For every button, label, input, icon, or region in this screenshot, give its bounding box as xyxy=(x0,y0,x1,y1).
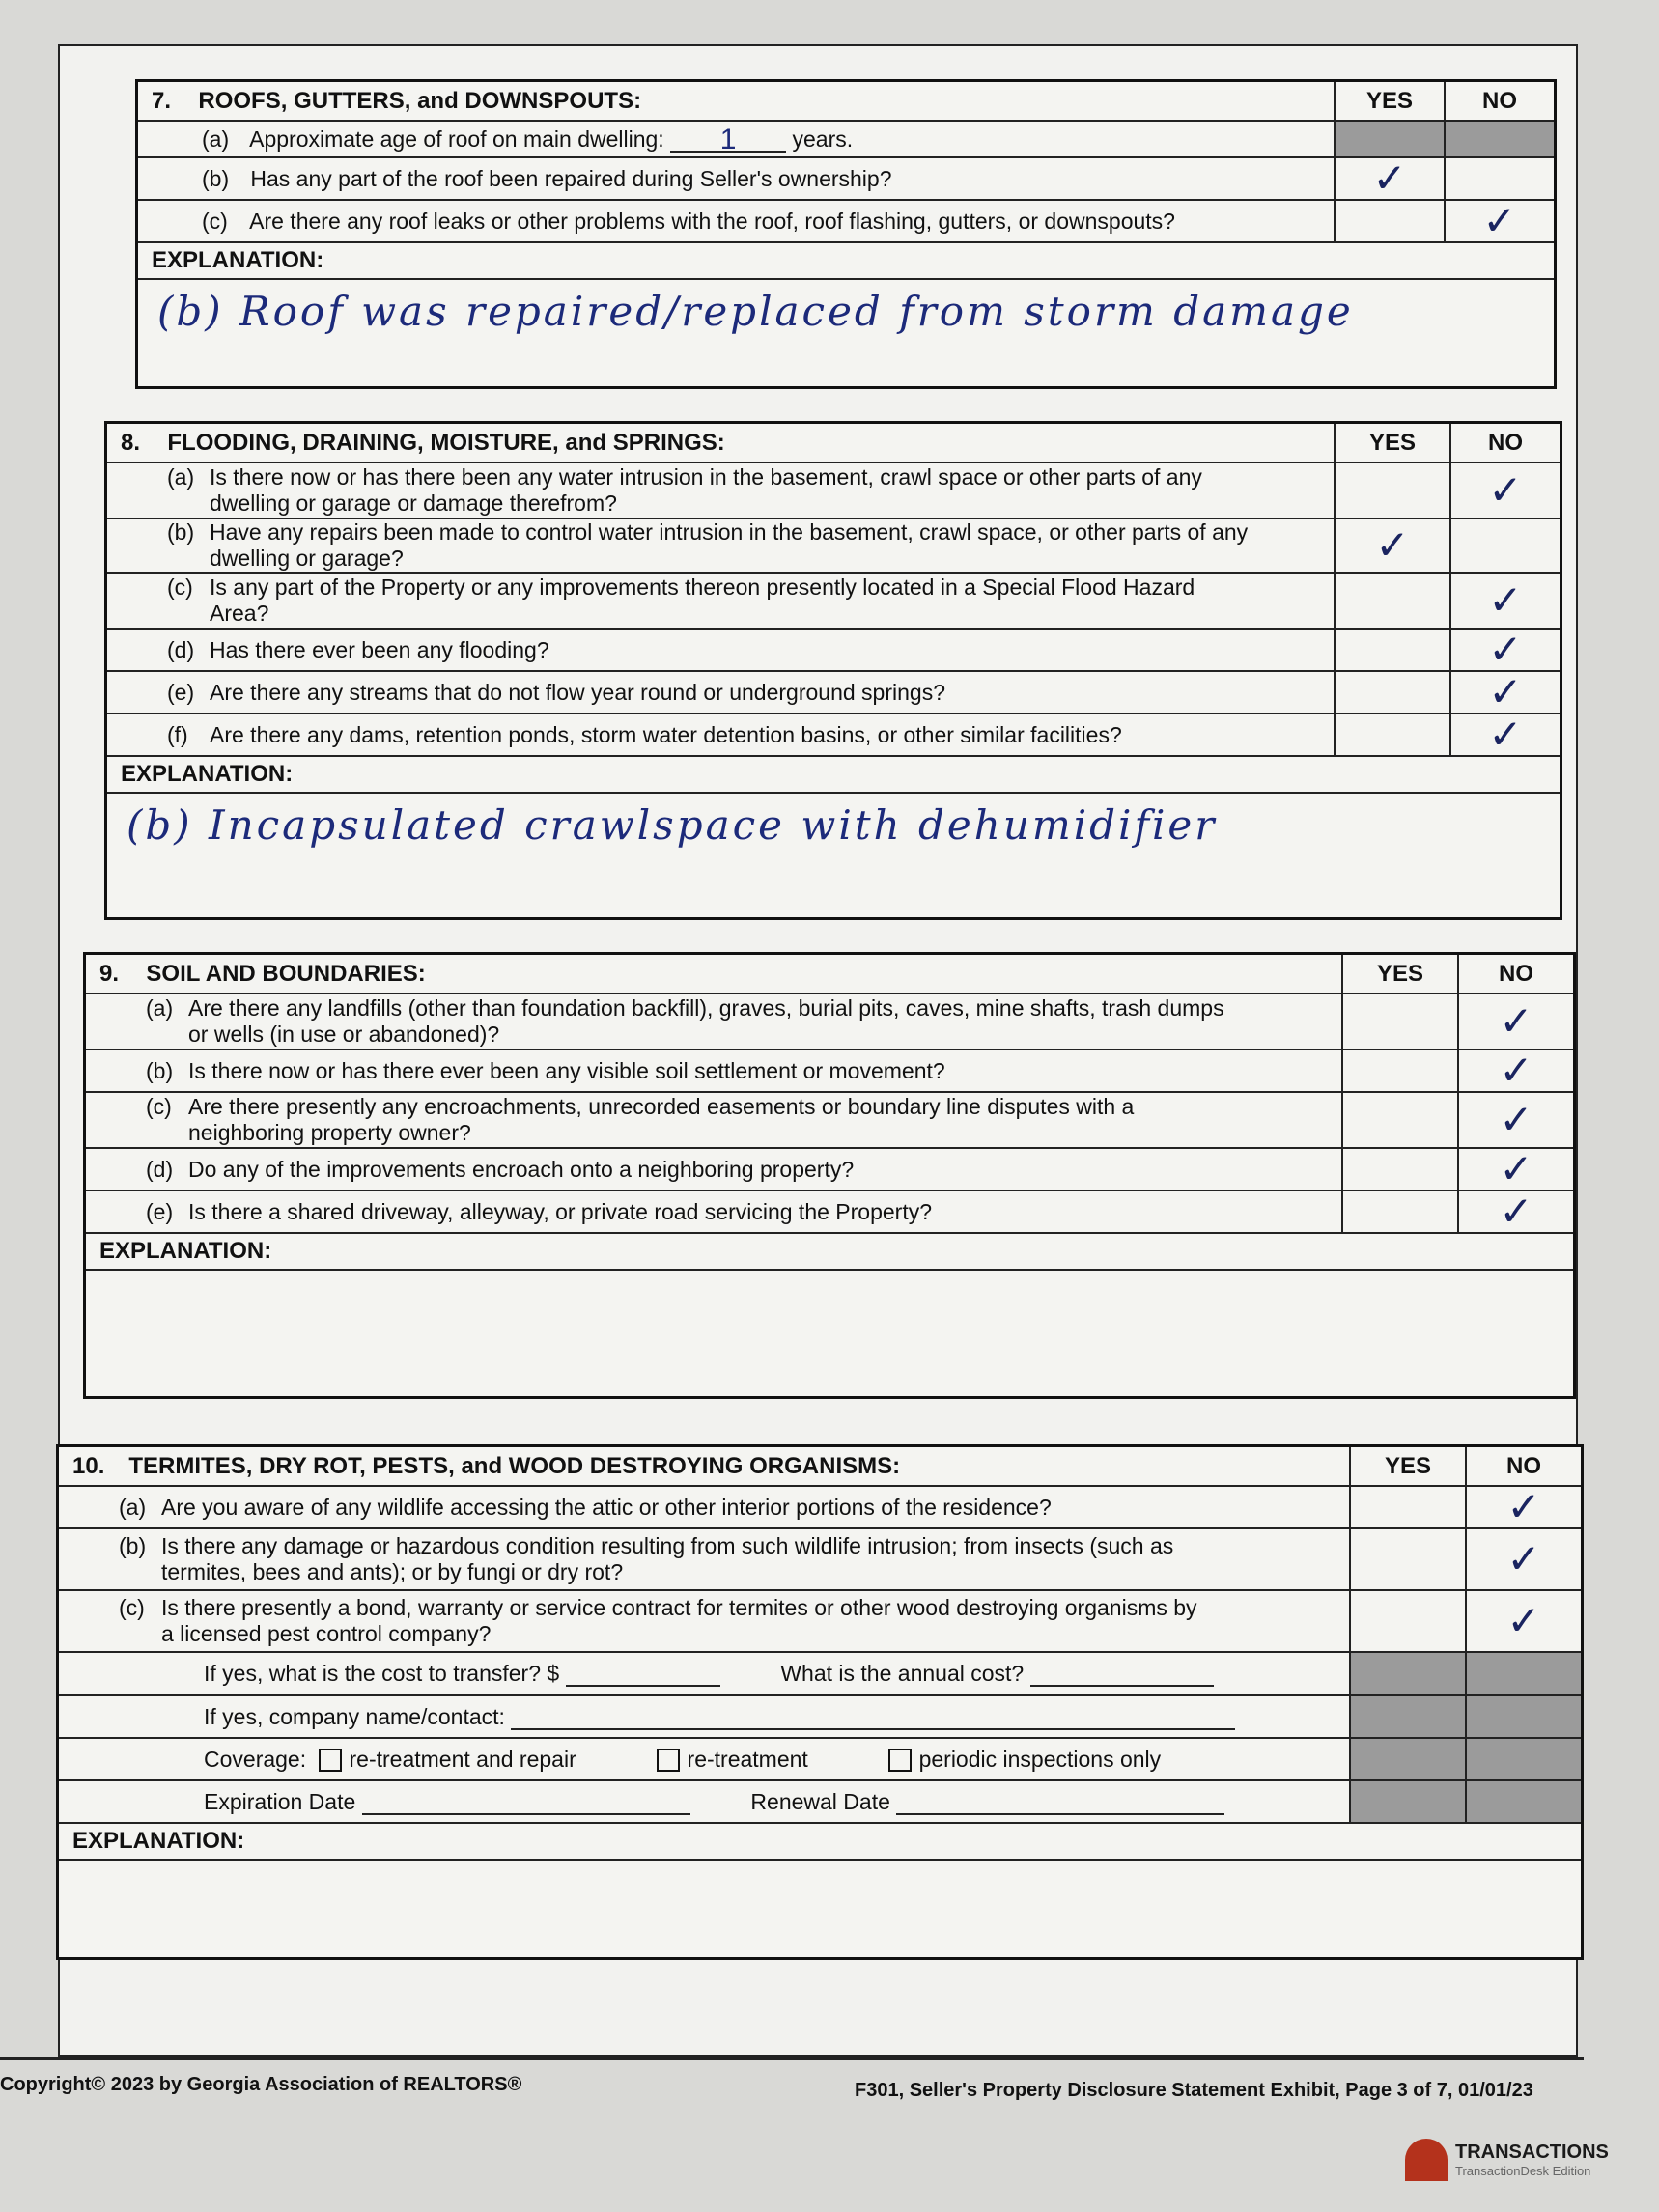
check-mark-icon: ✓ xyxy=(1488,626,1523,673)
question-text: Is any part of the Property or any improvements thereon presently located in a Special Flood Hazard Area? xyxy=(210,574,1195,626)
question-letter: (a) xyxy=(167,464,195,490)
yes-cell-shaded xyxy=(1335,121,1445,157)
no-header: NO xyxy=(1466,1447,1581,1486)
yes-checkbox[interactable] xyxy=(1335,671,1450,714)
section-10-termites xyxy=(56,1444,1584,1960)
question-text: Are there any streams that do not flow year round or underground springs? xyxy=(210,679,945,705)
document-page xyxy=(58,44,1578,2057)
question-row xyxy=(86,1148,1573,1190)
question-letter: (c) xyxy=(119,1595,145,1620)
no-checkbox[interactable] xyxy=(1445,157,1554,200)
yes-checkbox[interactable] xyxy=(1335,462,1450,518)
no-header: NO xyxy=(1445,82,1554,121)
question-7b: (b) Has any part of the roof been repaired during Seller's ownership? xyxy=(138,157,1335,200)
no-checkbox[interactable] xyxy=(1466,1528,1581,1590)
yes-checkbox[interactable] xyxy=(1342,1050,1458,1092)
section-title: FLOODING, DRAINING, MOISTURE, and SPRINGS: xyxy=(167,430,725,456)
no-checkbox[interactable] xyxy=(1458,1190,1573,1233)
section-number: 10. xyxy=(72,1453,105,1479)
no-checkbox[interactable] xyxy=(1450,626,1560,673)
roof-age-field[interactable]: 1 xyxy=(670,129,786,153)
question-text: Has there ever been any flooding? xyxy=(210,636,549,662)
section-7-table xyxy=(138,82,1554,243)
check-mark-icon: ✓ xyxy=(1482,197,1517,244)
check-mark-icon: ✓ xyxy=(1488,668,1523,715)
yes-header: YES xyxy=(1342,955,1458,994)
section-10-table xyxy=(59,1447,1581,1653)
section-7-roofs xyxy=(135,79,1557,389)
yes-checkbox[interactable] xyxy=(1335,573,1450,629)
question-text: Is there a shared driveway, alleyway, or private road servicing the Property? xyxy=(188,1198,933,1224)
form-identifier: F301, Seller's Property Disclosure Statement Exhibit, Page 3 of 7, 01/01/23 xyxy=(855,2080,1533,2101)
explanation-label: EXPLANATION: xyxy=(107,757,1560,794)
explanation-label: EXPLANATION: xyxy=(59,1824,1581,1861)
check-mark-icon: ✓ xyxy=(1488,711,1523,758)
coverage-retreatment-repair-checkbox[interactable] xyxy=(319,1749,342,1772)
question-text: Is there any damage or hazardous condition resulting from such wildlife intrusion; from insects (such as termites, bees and ants); or by fungi or dry rot? xyxy=(161,1533,1174,1584)
question-letter: (d) xyxy=(146,1156,174,1182)
check-mark-icon: ✓ xyxy=(1372,154,1407,202)
check-mark-icon: ✓ xyxy=(1506,1597,1541,1644)
question-letter: (e) xyxy=(146,1198,174,1224)
explanation-label: EXPLANATION: xyxy=(86,1234,1573,1271)
yes-checkbox[interactable] xyxy=(1342,1148,1458,1190)
section-10-details: If yes, what is the cost to transfer? $ What is the annual cost? If yes, company name/contact: Coverage: re-treatment and repair re-treatment periodic inspections only Expiration Date Renewal Date xyxy=(59,1653,1581,1824)
yes-checkbox[interactable] xyxy=(1335,518,1450,573)
no-checkbox[interactable] xyxy=(1458,1092,1573,1148)
renewal-date-field[interactable] xyxy=(896,1792,1224,1815)
check-mark-icon: ✓ xyxy=(1506,1483,1541,1530)
question-letter: (c) xyxy=(146,1094,172,1119)
explanation-field[interactable] xyxy=(107,794,1560,917)
question-letter: (b) xyxy=(167,519,195,545)
yes-checkbox[interactable] xyxy=(1335,200,1445,242)
yes-checkbox[interactable] xyxy=(1342,1092,1458,1148)
handwritten-explanation: (b) Incapsulated crawlspace with dehumidifier xyxy=(127,801,1218,849)
check-mark-icon: ✓ xyxy=(1499,1096,1533,1143)
no-cell-shaded xyxy=(1445,121,1554,157)
check-mark-icon: ✓ xyxy=(1499,1188,1533,1235)
annual-cost-field[interactable] xyxy=(1030,1664,1214,1687)
section-title: TERMITES, DRY ROT, PESTS, and WOOD DESTROYING ORGANISMS: xyxy=(128,1453,901,1479)
check-mark-icon: ✓ xyxy=(1499,1047,1533,1094)
copyright-text: Copyright© 2023 by Georgia Association of REALTORS® xyxy=(0,2074,522,2095)
explanation-field[interactable] xyxy=(86,1271,1573,1396)
question-letter: (c) xyxy=(167,574,193,600)
question-letter: (a) xyxy=(119,1494,147,1520)
yes-checkbox[interactable] xyxy=(1335,154,1445,202)
section-8-flooding xyxy=(104,421,1562,920)
no-header: NO xyxy=(1450,424,1560,462)
question-row xyxy=(107,671,1560,714)
no-checkbox[interactable] xyxy=(1458,1145,1573,1192)
no-checkbox[interactable] xyxy=(1466,1590,1581,1652)
company-contact-field[interactable] xyxy=(511,1707,1235,1730)
expiration-date-field[interactable] xyxy=(362,1792,690,1815)
section-title: ROOFS, GUTTERS, and DOWNSPOUTS: xyxy=(198,88,642,114)
yes-header: YES xyxy=(1335,424,1450,462)
question-text: Have any repairs been made to control water intrusion in the basement, crawl space, or other parts of any dwelling or garage? xyxy=(210,519,1249,571)
section-9-soil xyxy=(83,952,1576,1399)
question-text: Is there now or has there ever been any visible soil settlement or movement? xyxy=(188,1057,945,1083)
yes-checkbox[interactable] xyxy=(1342,994,1458,1050)
section-number: 7. xyxy=(152,88,172,114)
question-letter: (d) xyxy=(167,636,195,662)
question-row xyxy=(86,994,1573,1050)
question-row xyxy=(107,629,1560,671)
question-row xyxy=(86,1190,1573,1233)
question-row xyxy=(107,714,1560,756)
transactions-logo-icon xyxy=(1405,2139,1448,2181)
check-mark-icon: ✓ xyxy=(1488,576,1523,624)
check-mark-icon: ✓ xyxy=(1499,997,1533,1045)
question-row xyxy=(107,462,1560,518)
check-mark-icon: ✓ xyxy=(1375,521,1410,569)
coverage-retreatment-checkbox[interactable] xyxy=(657,1749,680,1772)
explanation-field[interactable] xyxy=(138,280,1554,386)
yes-checkbox[interactable] xyxy=(1342,1190,1458,1233)
section-8-table xyxy=(107,424,1560,757)
section-9-table xyxy=(86,955,1573,1234)
question-row xyxy=(86,1050,1573,1092)
no-header: NO xyxy=(1458,955,1573,994)
question-row xyxy=(86,1092,1573,1148)
question-letter: (b) xyxy=(146,1057,174,1083)
question-text: Are there any dams, retention ponds, storm water detention basins, or other similar facilities? xyxy=(210,721,1122,747)
yes-checkbox[interactable] xyxy=(1350,1528,1466,1590)
question-row xyxy=(59,1486,1581,1528)
yes-checkbox[interactable] xyxy=(1350,1590,1466,1652)
no-checkbox[interactable] xyxy=(1450,668,1560,715)
question-row xyxy=(59,1528,1581,1590)
no-checkbox[interactable] xyxy=(1450,573,1560,629)
explanation-field[interactable] xyxy=(59,1861,1581,1957)
transactions-logo: TRANSACTIONS TransactionDesk Edition xyxy=(1405,2139,1609,2181)
page-footer xyxy=(0,2057,1584,2101)
yes-checkbox[interactable] xyxy=(1335,629,1450,671)
no-checkbox[interactable] xyxy=(1458,1047,1573,1094)
question-text: Is there presently a bond, warranty or service contract for termites or other wood destroying organisms by a licensed pest control company? xyxy=(161,1595,1197,1646)
check-mark-icon: ✓ xyxy=(1499,1145,1533,1192)
yes-header: YES xyxy=(1335,82,1445,121)
question-text: Are there any landfills (other than foundation backfill), graves, burial pits, caves, mine shafts, trash dumps or wells (in use or abandoned)? xyxy=(188,995,1224,1047)
section-number: 9. xyxy=(99,961,120,987)
question-text: Do any of the improvements encroach onto a neighboring property? xyxy=(188,1156,855,1182)
question-7a: (a) Approximate age of roof on main dwelling: 1 years. xyxy=(138,121,1335,157)
question-row xyxy=(59,1590,1581,1652)
yes-checkbox[interactable] xyxy=(1350,1486,1466,1528)
yes-header: YES xyxy=(1350,1447,1466,1486)
no-checkbox[interactable] xyxy=(1445,197,1554,244)
question-7c: (c) Are there any roof leaks or other problems with the roof, roof flashing, gutters, or downspouts? xyxy=(138,200,1335,242)
question-letter: (f) xyxy=(167,721,188,747)
no-checkbox[interactable] xyxy=(1458,994,1573,1050)
explanation-label: EXPLANATION: xyxy=(138,243,1554,280)
question-letter: (b) xyxy=(119,1533,147,1558)
question-row xyxy=(107,573,1560,629)
question-row xyxy=(107,518,1560,573)
handwritten-explanation: (b) Roof was repaired/replaced from storm damage xyxy=(157,288,1354,335)
section-title: SOIL AND BOUNDARIES: xyxy=(146,961,426,987)
check-mark-icon: ✓ xyxy=(1488,466,1523,514)
question-text: Is there now or has there been any water intrusion in the basement, crawl space or other parts of any dwelling or garage or damage therefrom? xyxy=(210,464,1202,516)
question-text: Are there presently any encroachments, unrecorded easements or boundary line disputes with a neighboring property owner? xyxy=(188,1094,1135,1145)
question-text: Are you aware of any wildlife accessing the attic or other interior portions of the residence? xyxy=(161,1494,1052,1520)
no-checkbox[interactable] xyxy=(1466,1483,1581,1530)
transfer-cost-field[interactable] xyxy=(566,1664,720,1687)
no-checkbox[interactable] xyxy=(1450,711,1560,758)
no-checkbox[interactable] xyxy=(1450,462,1560,518)
no-checkbox[interactable] xyxy=(1450,518,1560,573)
section-number: 8. xyxy=(121,430,141,456)
check-mark-icon: ✓ xyxy=(1506,1535,1541,1582)
coverage-periodic-checkbox[interactable] xyxy=(888,1749,912,1772)
question-letter: (a) xyxy=(146,995,174,1021)
question-letter: (e) xyxy=(167,679,195,705)
yes-checkbox[interactable] xyxy=(1335,714,1450,756)
